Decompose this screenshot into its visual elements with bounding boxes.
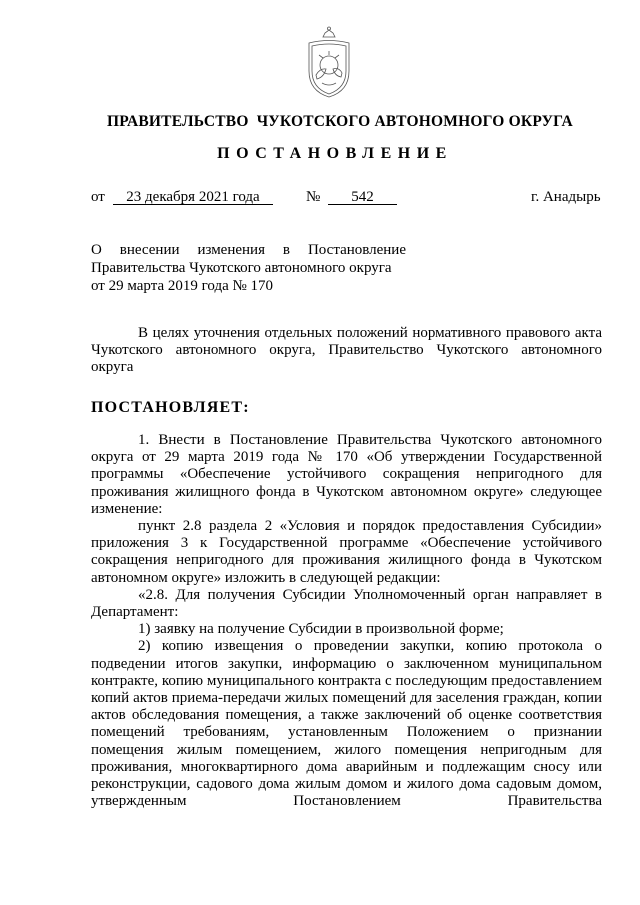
document-type: ПОСТАНОВЛЕНИЕ [217, 145, 453, 162]
number-label: № [306, 189, 321, 205]
preamble [91, 325, 602, 376]
resolves-heading: ПОСТАНОВЛЯЕТ: [91, 399, 250, 416]
decree-number: 542 [328, 190, 397, 205]
number-wrapper [328, 189, 397, 206]
decree-date: 23 декабря 2021 года [113, 190, 273, 205]
subject-line: О внесении изменения в Постановление [91, 242, 406, 258]
decree-body [91, 432, 602, 810]
paragraph: 2) копию извещения о проведении закупки, копию протокола о подведении итогов закупки, информацию о заключенном муниципальном контракте, копию муниципального контракта с последующим предоставлением копий актов приема-передачи жилых помещений для заселения граждан, копии актов обследования помещения, а также заключений об оценке соответствия помещений требованиям, установленным Положением о признании помещения жилым помещением, жилого помещения непригодным для проживания, многоквартирного дома аварийным и подлежащим сносу или реконструкции, садового дома жилым домом и жилого дома садовым домом, утвержденным Постановлением Правительства [91, 638, 602, 810]
decree-subject [91, 241, 406, 295]
preamble-text: В целях уточнения отдельных положений нормативного правового акта Чукотского автономного округа, Правительство Чукотского автономного округа [91, 325, 602, 375]
coat-of-arms-icon [304, 25, 354, 100]
subject-line: Правительства Чукотского автономного округа [91, 260, 392, 276]
paragraph: 1) заявку на получение Субсидии в произвольной форме; [138, 621, 504, 638]
city: г. Анадырь [531, 189, 601, 205]
date-wrapper [113, 189, 273, 206]
from-label: от [91, 189, 105, 205]
subject-line: от 29 марта 2019 года № 170 [91, 278, 274, 294]
paragraph: «2.8. Для получения Субсидии Уполномоченный орган направляет в Департамент: [91, 586, 602, 621]
paragraph: пункт 2.8 раздела 2 «Условия и порядок предоставления Субсидии» приложения 3 к Государственной программе «Обеспечение устойчивого сокращения непригодного для проживания жилищного фонда в Чукотском автономном округе» изложить в следующей редакции: [91, 518, 602, 586]
paragraph: 1. Внести в Постановление Правительства Чукотского автономного округа от 29 марта 2019 года № 170 «Об утверждении Государственной программы «Обеспечение устойчивого сокращения непригодного для проживания жилищного фонда в Чукотском автономном округе» следующее изменение: [91, 432, 602, 517]
government-title: ПРАВИТЕЛЬСТВО ЧУКОТСКОГО АВТОНОМНОГО ОКРУГА [107, 113, 573, 130]
